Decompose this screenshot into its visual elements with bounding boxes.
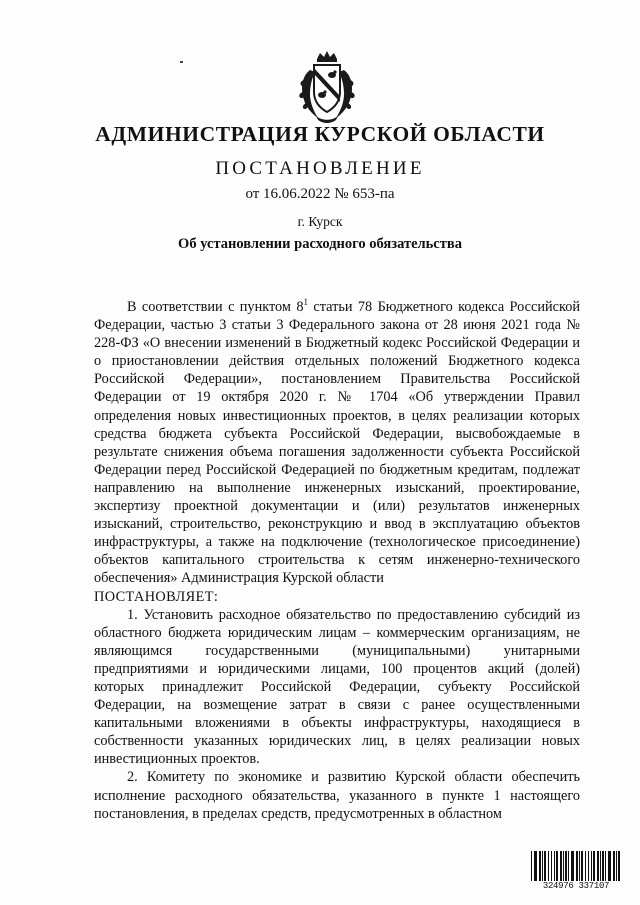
barcode-bar [608, 851, 611, 881]
barcode-bar [591, 851, 592, 881]
barcode-bar [551, 851, 552, 881]
barcode-bar [579, 851, 580, 881]
organization-title: АДМИНИСТРАЦИЯ КУРСКОЙ ОБЛАСТИ [95, 122, 545, 146]
barcode-bar [585, 851, 586, 881]
barcode-bar [597, 851, 599, 881]
preamble-superscript: 1 [303, 297, 308, 308]
scan-speck [180, 61, 183, 63]
barcode-bar [539, 851, 541, 881]
barcode-bar [534, 851, 537, 881]
barcode-bar [613, 851, 615, 881]
preamble-paragraph [94, 298, 580, 588]
document-body [94, 298, 580, 823]
barcode-icon [530, 851, 622, 881]
barcode-bar [618, 851, 620, 881]
barcode-bar [542, 851, 543, 881]
item-2-paragraph: 2. Комитету по экономике и развитию Курской области обеспечить исполнение расходного обязательства, указанного в пункте 1 настоящего постановления, в пределах средств, предусмотренных в областном [94, 769, 580, 822]
document-date-number: от 16.06.2022 № 653-па [245, 186, 395, 202]
coat-of-arms-icon [296, 50, 358, 124]
barcode-bar [568, 851, 569, 881]
document-city: г. Курск [297, 214, 343, 229]
barcode-bar [616, 851, 617, 881]
barcode-bar [531, 851, 532, 881]
barcode-bar [576, 851, 578, 881]
document-barcode [530, 851, 622, 891]
item-1-paragraph: 1. Установить расходное обязательство по предоставлению субсидий из областного бюджета юридическим лицам – коммерческим организациям, не являющимся государственными (муниципальными) унитарными предприятиями и юридическими лицами, 100 процентов акций (долей) которых принадлежит Российской Федерации, субъекту Российской Федерации, на возмещение затрат в связи с ранее осуществленными капитальными вложениями в объекты инфраструктуры, находящиеся в собственности указанных юридических лиц, в целях реализации новых инвестиционных проектов. [94, 606, 580, 768]
document-type: ПОСТАНОВЛЕНИЕ [215, 158, 425, 179]
preamble-start: В соответствии с пунктом 8 [127, 299, 304, 315]
barcode-bar [588, 851, 589, 881]
barcode-bar [600, 851, 601, 881]
barcode-bar [605, 851, 606, 881]
barcode-bar [602, 851, 604, 881]
decree-word: ПОСТАНОВЛЯЕТ: [94, 588, 219, 605]
barcode-bar [565, 851, 567, 881]
preamble-rest: статьи 78 Бюджетного кодекса Российской Федерации, частью 3 статьи 3 Федерального закона от 28 июня 2021 года № 228-ФЗ «О внесении изменений в Бюджетный кодекс Российской Федерации и о приостановлении действия отдельных положений Бюджетного кодекса Российской Федерации», постановлением Правительства Российской Федерации от 19 октября 2020 г. № 1704 «Об утверждении Правил определения новых инвестиционных проектов, в целях реализации которых средства бюджета субъекта Российской Федерации, высвобождаемые в результате снижения объема погашения задолженности субъекта Российской Федерации перед Российской Федерацией по бюджетным кредитам, подлежат направлению на выполнение инженерных изысканий, проектирование, экспертизу проектной документации и (или) результатов инженерных изысканий, строительство, реконструкцию и ввод в эксплуатацию объектов инфраструктуры, а также на подключение (технологическое присоединение) объектов капитального строительства к сетям инженерно-технического обеспечения» Администрация Курской области [94, 299, 580, 587]
barcode-bar [544, 851, 546, 881]
barcode-bar [560, 851, 562, 881]
barcode-bar [563, 851, 564, 881]
barcode-bar [554, 851, 555, 881]
barcode-bar [548, 851, 549, 881]
barcode-bar [593, 851, 595, 881]
barcode-number: 324976 337107 [542, 881, 610, 891]
barcode-bar [556, 851, 558, 881]
barcode-bar [581, 851, 583, 881]
document-subject: Об установлении расходного обязательства [178, 236, 462, 252]
barcode-bar [571, 851, 574, 881]
